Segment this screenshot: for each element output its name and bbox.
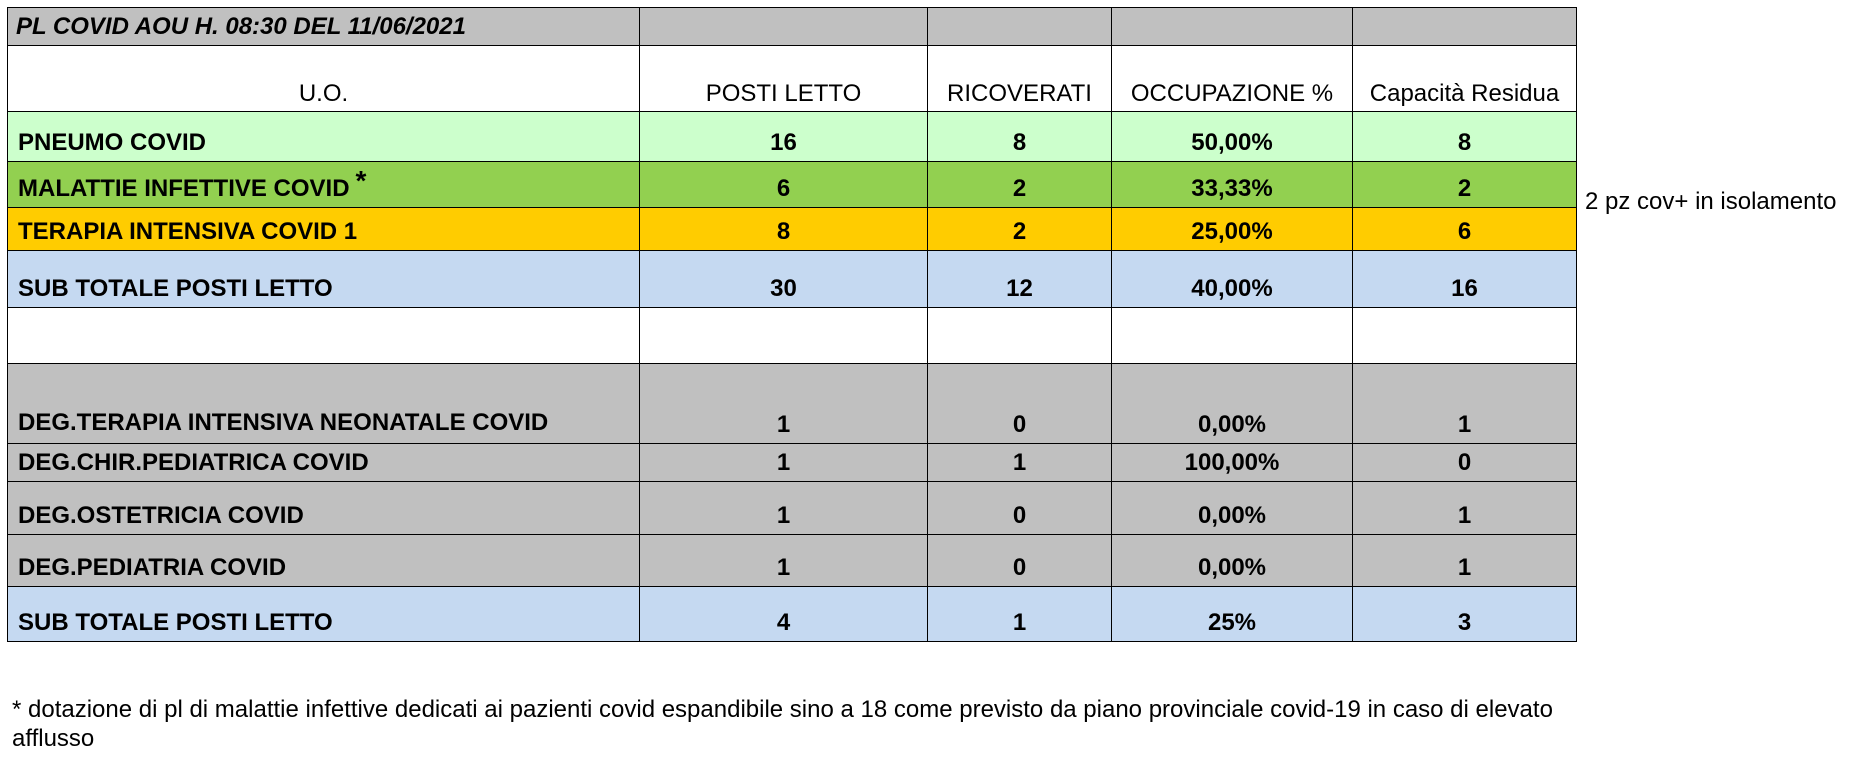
posti-letto-value: 1: [640, 535, 928, 587]
covid-beds-table: [7, 7, 1577, 642]
row-label: PNEUMO COVID: [18, 129, 207, 156]
table-row: [8, 364, 1577, 444]
occupazione-value: 50,00%: [1112, 112, 1353, 162]
row-label: SUB TOTALE POSTI LETTO: [18, 609, 333, 636]
ricoverati-value: 2: [928, 208, 1112, 251]
empty-cell: [640, 8, 928, 46]
occupazione-value: 40,00%: [1112, 251, 1353, 308]
capacita-residua-value: 1: [1353, 535, 1577, 587]
footnote: * dotazione di pl di malattie infettive dedicati ai pazienti covid espandibile sino a 18 come previsto da piano provinciale covid-19 in caso di elevato afflusso: [12, 696, 1553, 752]
posti-letto-value: 6: [640, 162, 928, 208]
ricoverati-value: 1: [928, 444, 1112, 482]
empty-cell: [1353, 308, 1577, 364]
table-row: [8, 112, 1577, 162]
empty-cell: [928, 8, 1112, 46]
table-row: [8, 535, 1577, 587]
table-row: [8, 162, 1577, 208]
empty-cell: [1112, 308, 1353, 364]
table-row: [8, 444, 1577, 482]
row-label-cell: [8, 208, 640, 251]
row-label: DEG.OSTETRICIA COVID: [18, 502, 304, 529]
capacita-residua-value: 6: [1353, 208, 1577, 251]
header-posti-letto: POSTI LETTO: [640, 46, 928, 112]
header-occupazione: OCCUPAZIONE %: [1112, 46, 1353, 112]
table-title: PL COVID AOU H. 08:30 DEL 11/06/2021: [8, 8, 640, 46]
table-row: [8, 208, 1577, 251]
ricoverati-value: 8: [928, 112, 1112, 162]
ricoverati-value: 0: [928, 482, 1112, 535]
row-label-cell: [8, 482, 640, 535]
capacita-residua-value: 0: [1353, 444, 1577, 482]
capacita-residua-value: 8: [1353, 112, 1577, 162]
posti-letto-value: 16: [640, 112, 928, 162]
spacer-row: [8, 308, 1577, 364]
row-label-cell: [8, 251, 640, 308]
ricoverati-value: 1: [928, 587, 1112, 642]
row-label-cell: [8, 112, 640, 162]
posti-letto-value: 8: [640, 208, 928, 251]
header-row: [8, 46, 1577, 112]
occupazione-value: 0,00%: [1112, 535, 1353, 587]
footnote-marker: *: [355, 165, 367, 196]
ricoverati-value: 2: [928, 162, 1112, 208]
row-label: DEG.PEDIATRIA COVID: [18, 554, 287, 581]
empty-cell: [640, 308, 928, 364]
row-label-cell: [8, 587, 640, 642]
posti-letto-value: 1: [640, 364, 928, 444]
occupazione-value: 33,33%: [1112, 162, 1353, 208]
capacita-residua-value: 2: [1353, 162, 1577, 208]
ricoverati-value: 12: [928, 251, 1112, 308]
section-1-rows: [8, 112, 1577, 308]
empty-cell: [1353, 8, 1577, 46]
occupazione-value: 0,00%: [1112, 364, 1353, 444]
empty-cell: [928, 308, 1112, 364]
row-label: DEG.CHIR.PEDIATRICA COVID: [18, 449, 369, 476]
ricoverati-value: 0: [928, 535, 1112, 587]
empty-cell: [8, 308, 640, 364]
posti-letto-value: 1: [640, 444, 928, 482]
table-row: [8, 482, 1577, 535]
row-label-cell: [8, 444, 640, 482]
section-2-rows: [8, 364, 1577, 642]
row-label-cell: [8, 162, 640, 208]
empty-cell: [1112, 8, 1353, 46]
ricoverati-value: 0: [928, 364, 1112, 444]
capacita-residua-value: 3: [1353, 587, 1577, 642]
capacita-residua-value: 16: [1353, 251, 1577, 308]
occupazione-value: 100,00%: [1112, 444, 1353, 482]
posti-letto-value: 1: [640, 482, 928, 535]
header-uo: U.O.: [8, 46, 640, 112]
occupazione-value: 0,00%: [1112, 482, 1353, 535]
posti-letto-value: 30: [640, 251, 928, 308]
row-label: MALATTIE INFETTIVE COVID: [18, 175, 350, 202]
capacita-residua-value: 1: [1353, 482, 1577, 535]
posti-letto-value: 4: [640, 587, 928, 642]
side-note: 2 pz cov+ in isolamento: [1585, 188, 1837, 215]
header-ricoverati: RICOVERATI: [928, 46, 1112, 112]
table-row: [8, 251, 1577, 308]
row-label: DEG.TERAPIA INTENSIVA NEONATALE COVID: [18, 409, 549, 436]
capacita-residua-value: 1: [1353, 364, 1577, 444]
row-label-cell: [8, 535, 640, 587]
table-row: [8, 587, 1577, 642]
occupazione-value: 25%: [1112, 587, 1353, 642]
row-label: TERAPIA INTENSIVA COVID 1: [18, 218, 358, 245]
title-row: [8, 8, 1577, 46]
occupazione-value: 25,00%: [1112, 208, 1353, 251]
row-label-cell: [8, 364, 640, 444]
header-capacita-residua: Capacità Residua: [1353, 46, 1577, 112]
row-label: SUB TOTALE POSTI LETTO: [18, 275, 333, 302]
